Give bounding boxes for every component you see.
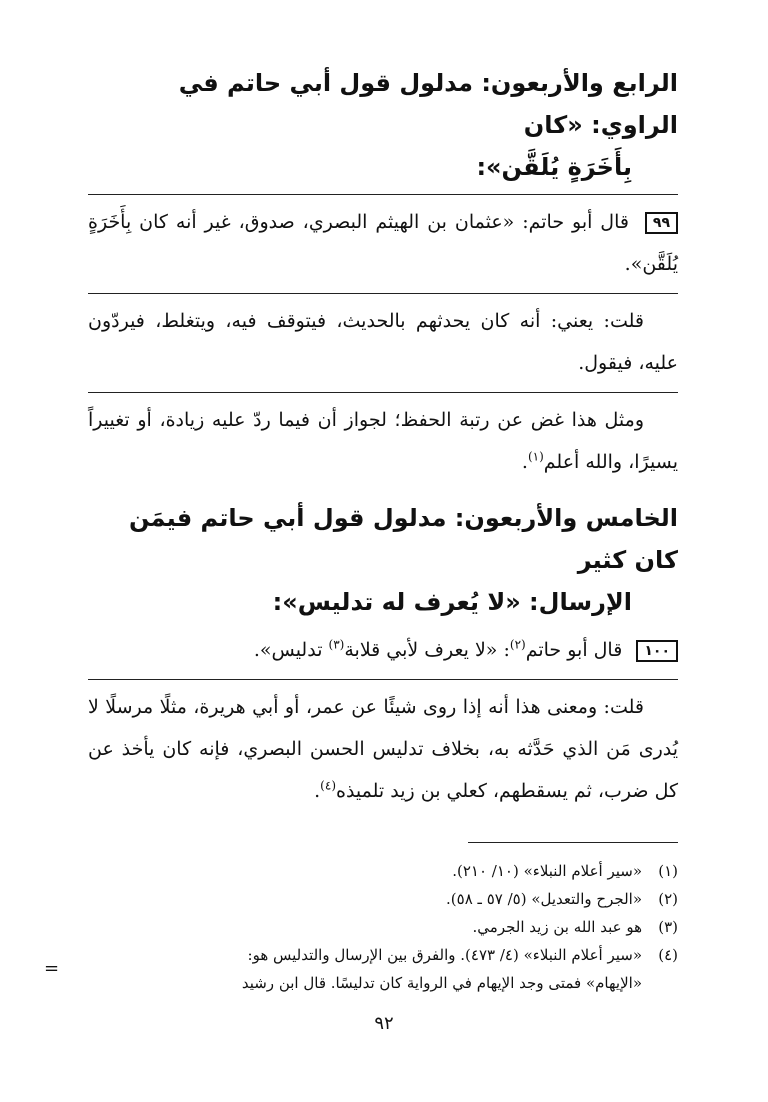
entry-number-badge: ١٠٠	[636, 640, 678, 662]
continuation-mark: =	[44, 958, 60, 979]
divider	[88, 392, 678, 393]
footnote-ref: (٣)	[328, 637, 345, 652]
entry-text: : «لا يعرف لأبي قلابة	[344, 639, 510, 661]
footnote-separator	[468, 842, 678, 843]
footnote-text: «سير أعلام النبلاء» (٤/ ٤٧٣). والفرق بين الإرسال والتدليس هو:	[247, 946, 642, 964]
heading-line: بِأَخَرَةٍ يُلَقَّن»:	[476, 153, 632, 181]
footnote-number: (١)	[658, 862, 678, 880]
heading-line: الإرسال: «لا يُعرف له تدليس»:	[272, 588, 632, 616]
entry-99	[88, 201, 678, 285]
footnotes	[88, 857, 678, 997]
footnote-number: (٤)	[658, 946, 678, 964]
paragraph	[88, 686, 678, 812]
footnote-number: (٢)	[658, 890, 678, 908]
entry-100	[88, 629, 678, 671]
paragraph	[88, 399, 678, 483]
footnote-text: «سير أعلام النبلاء» (١٠/ ٢١٠).	[452, 862, 642, 880]
paragraph-end: .	[521, 451, 528, 473]
book-page	[88, 62, 678, 997]
divider	[88, 679, 678, 680]
footnote-text: «الجرح والتعديل» (٥/ ٥٧ ـ ٥٨).	[446, 890, 642, 908]
entry-text: تدليس».	[253, 639, 329, 661]
entry-number-badge: ٩٩	[645, 212, 678, 234]
section-heading-44	[88, 62, 678, 188]
paragraph-end: .	[314, 780, 321, 802]
section-heading-45	[88, 497, 678, 623]
page-number: ٩٢	[374, 1013, 394, 1034]
entry-text: قال أبو حاتم	[525, 639, 623, 661]
divider	[88, 194, 678, 195]
divider	[88, 293, 678, 294]
paragraph: قلت: يعني: أنه كان يحدثهم بالحديث، فيتوقف فيه، ويتغلط، فيردّون عليه، فيقول.	[88, 310, 678, 374]
footnote-text: هو عبد الله بن زيد الجرمي.	[472, 918, 642, 936]
footnote-item	[88, 857, 678, 885]
footnote-item	[88, 885, 678, 913]
footnote-number: (٣)	[658, 918, 678, 936]
paragraph-text: ومثل هذا غض عن رتبة الحفظ؛ لجواز أن فيما ردّ عليه زيادة، أو تغييراً يسيرًا، والله أعلم	[88, 409, 678, 473]
footnote-continuation: «الإيهام» فمتى وجد الإيهام في الرواية كان تدليسًا. قال ابن رشيد	[241, 974, 642, 992]
paragraph-text: قلت: ومعنى هذا أنه إذا روى شيئًا عن عمر، أو أبي هريرة، مثلًا مرسلًا لا يُدرى مَن الذي حَدَّثه به، بخلاف تدليس الحسن البصري، فإنه كان يأخذ عن كل ضرب، ثم يسقطهم، كعلي بن زيد تلميذه	[88, 696, 678, 802]
footnote-ref: (٤)	[320, 778, 336, 793]
footnote-item	[88, 941, 678, 969]
footnote-ref: (١)	[527, 449, 544, 464]
heading-line: الرابع والأربعون: مدلول قول أبي حاتم في الراوي: «كان	[178, 69, 678, 139]
entry-text: قال أبو حاتم: «عثمان بن الهيثم البصري، صدوق، غير أنه كان بِأَخَرَةٍ يُلَقَّن».	[88, 211, 678, 275]
footnote-item	[88, 913, 678, 941]
heading-line: الخامس والأربعون: مدلول قول أبي حاتم فيمَن كان كثير	[128, 504, 678, 574]
footnote-ref: (٢)	[509, 637, 526, 652]
